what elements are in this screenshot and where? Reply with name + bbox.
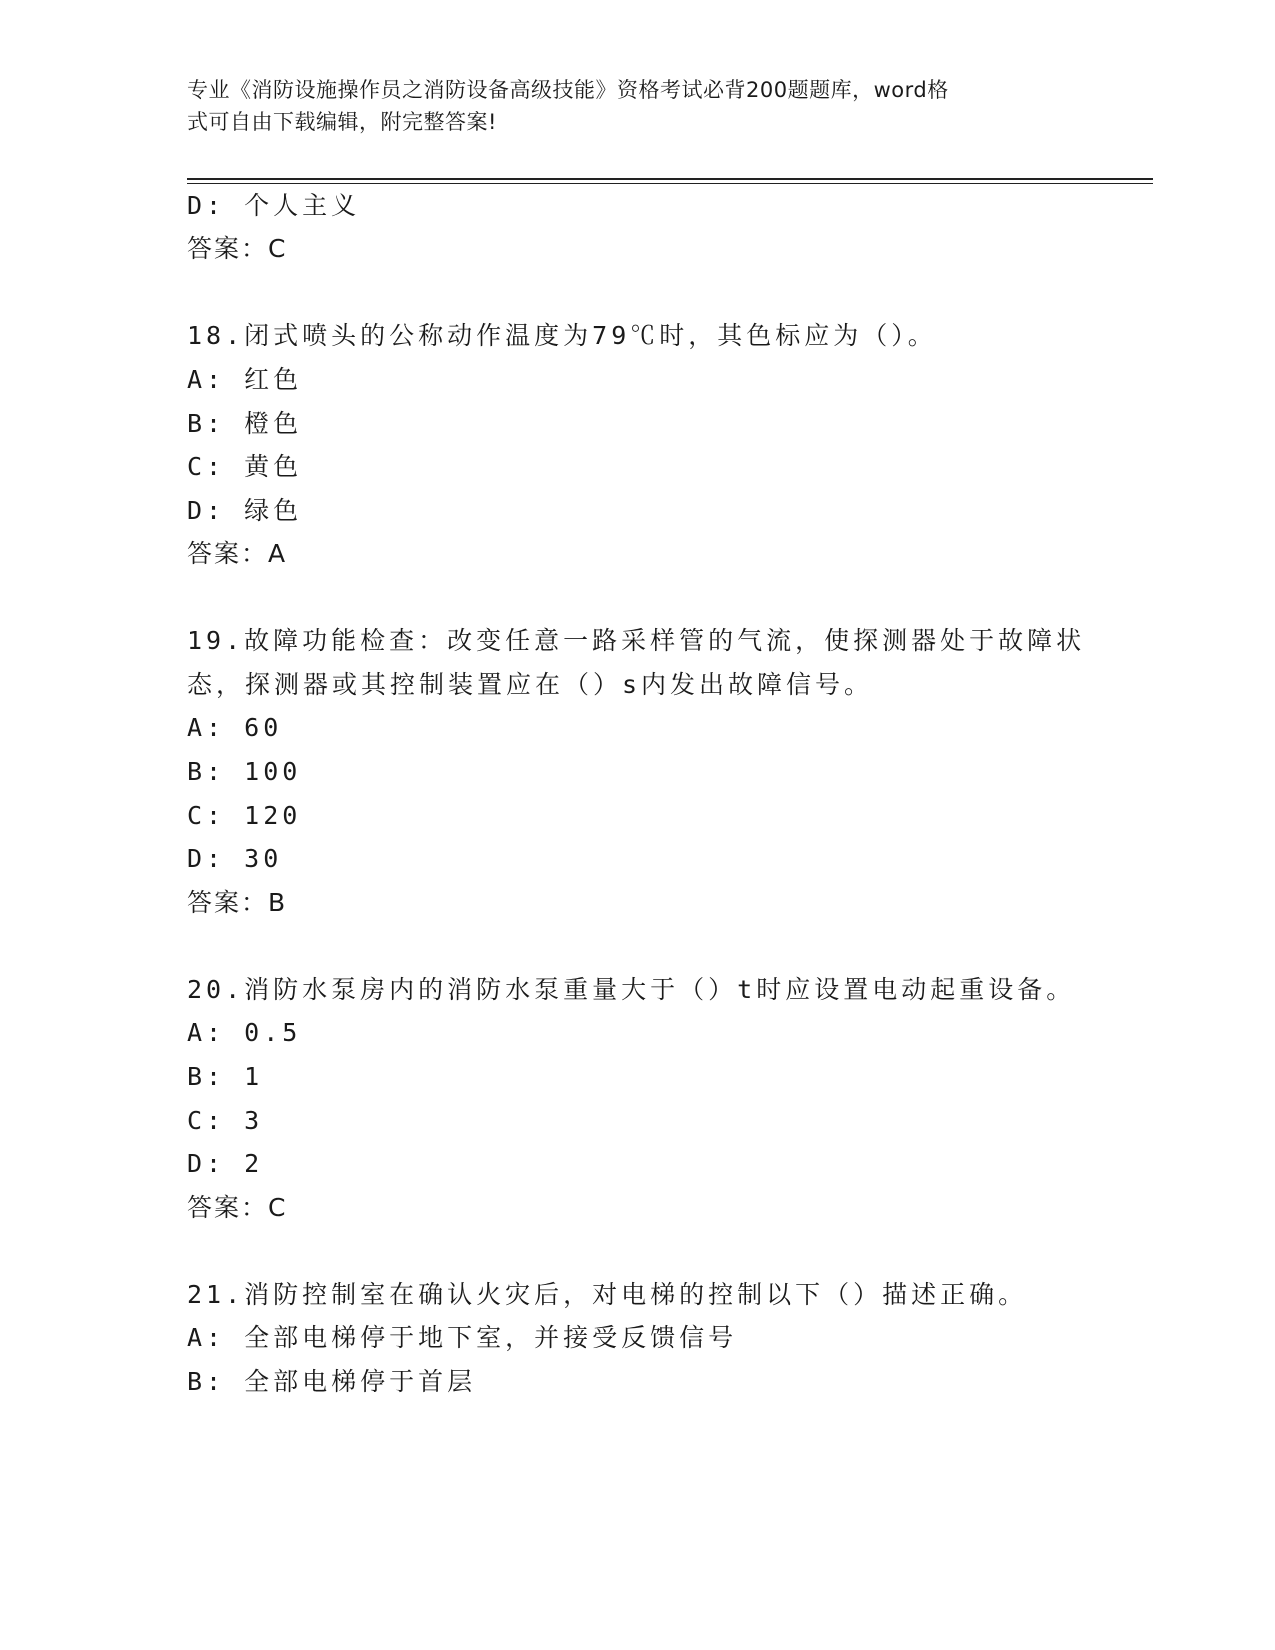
q20-answer: 答案：C [187, 1193, 288, 1222]
header-line-2: 式可自由下载编辑，附完整答案! [187, 110, 497, 134]
q19-option-b: B: 100 [187, 757, 302, 786]
q20-option-b: B: 1 [187, 1062, 264, 1091]
q19-answer: 答案：B [187, 888, 288, 917]
q19-option-c: C: 120 [187, 801, 302, 830]
q21-question: 21.消防控制室在确认火灾后，对电梯的控制以下（）描述正确。 [187, 1280, 1028, 1309]
header-divider-thick [187, 178, 1153, 180]
q18-option-d: D: 绿色 [187, 496, 303, 525]
header-line-1: 专业《消防设施操作员之消防设备高级技能》资格考试必背200题题库，word格 [187, 78, 949, 102]
q18-answer: 答案：A [187, 539, 288, 568]
header-divider-thin [187, 183, 1153, 184]
q17-option-d: D: 个人主义 [187, 191, 361, 220]
page-header [187, 74, 1067, 138]
q18-option-a: A: 红色 [187, 365, 303, 394]
q19-question-line-2: 态，探测器或其控制装置应在（）s内发出故障信号。 [187, 670, 874, 699]
q20-option-d: D: 2 [187, 1149, 264, 1178]
q20-option-c: C: 3 [187, 1106, 264, 1135]
q18-question: 18.闭式喷头的公称动作温度为79℃时，其色标应为（）。 [187, 321, 937, 350]
q21-option-b: B: 全部电梯停于首层 [187, 1367, 477, 1396]
q18-option-b: B: 橙色 [187, 409, 303, 438]
q20-question: 20.消防水泵房内的消防水泵重量大于（）t时应设置电动起重设备。 [187, 975, 1076, 1004]
q17-answer: 答案：C [187, 234, 288, 263]
q19-option-a: A: 60 [187, 713, 283, 742]
q21-option-a: A: 全部电梯停于地下室，并接受反馈信号 [187, 1323, 738, 1352]
q18-option-c: C: 黄色 [187, 452, 303, 481]
q19-option-d: D: 30 [187, 844, 283, 873]
q19-question-line-1: 19.故障功能检查：改变任意一路采样管的气流，使探测器处于故障状 [187, 626, 1086, 655]
q20-option-a: A: 0.5 [187, 1018, 302, 1047]
